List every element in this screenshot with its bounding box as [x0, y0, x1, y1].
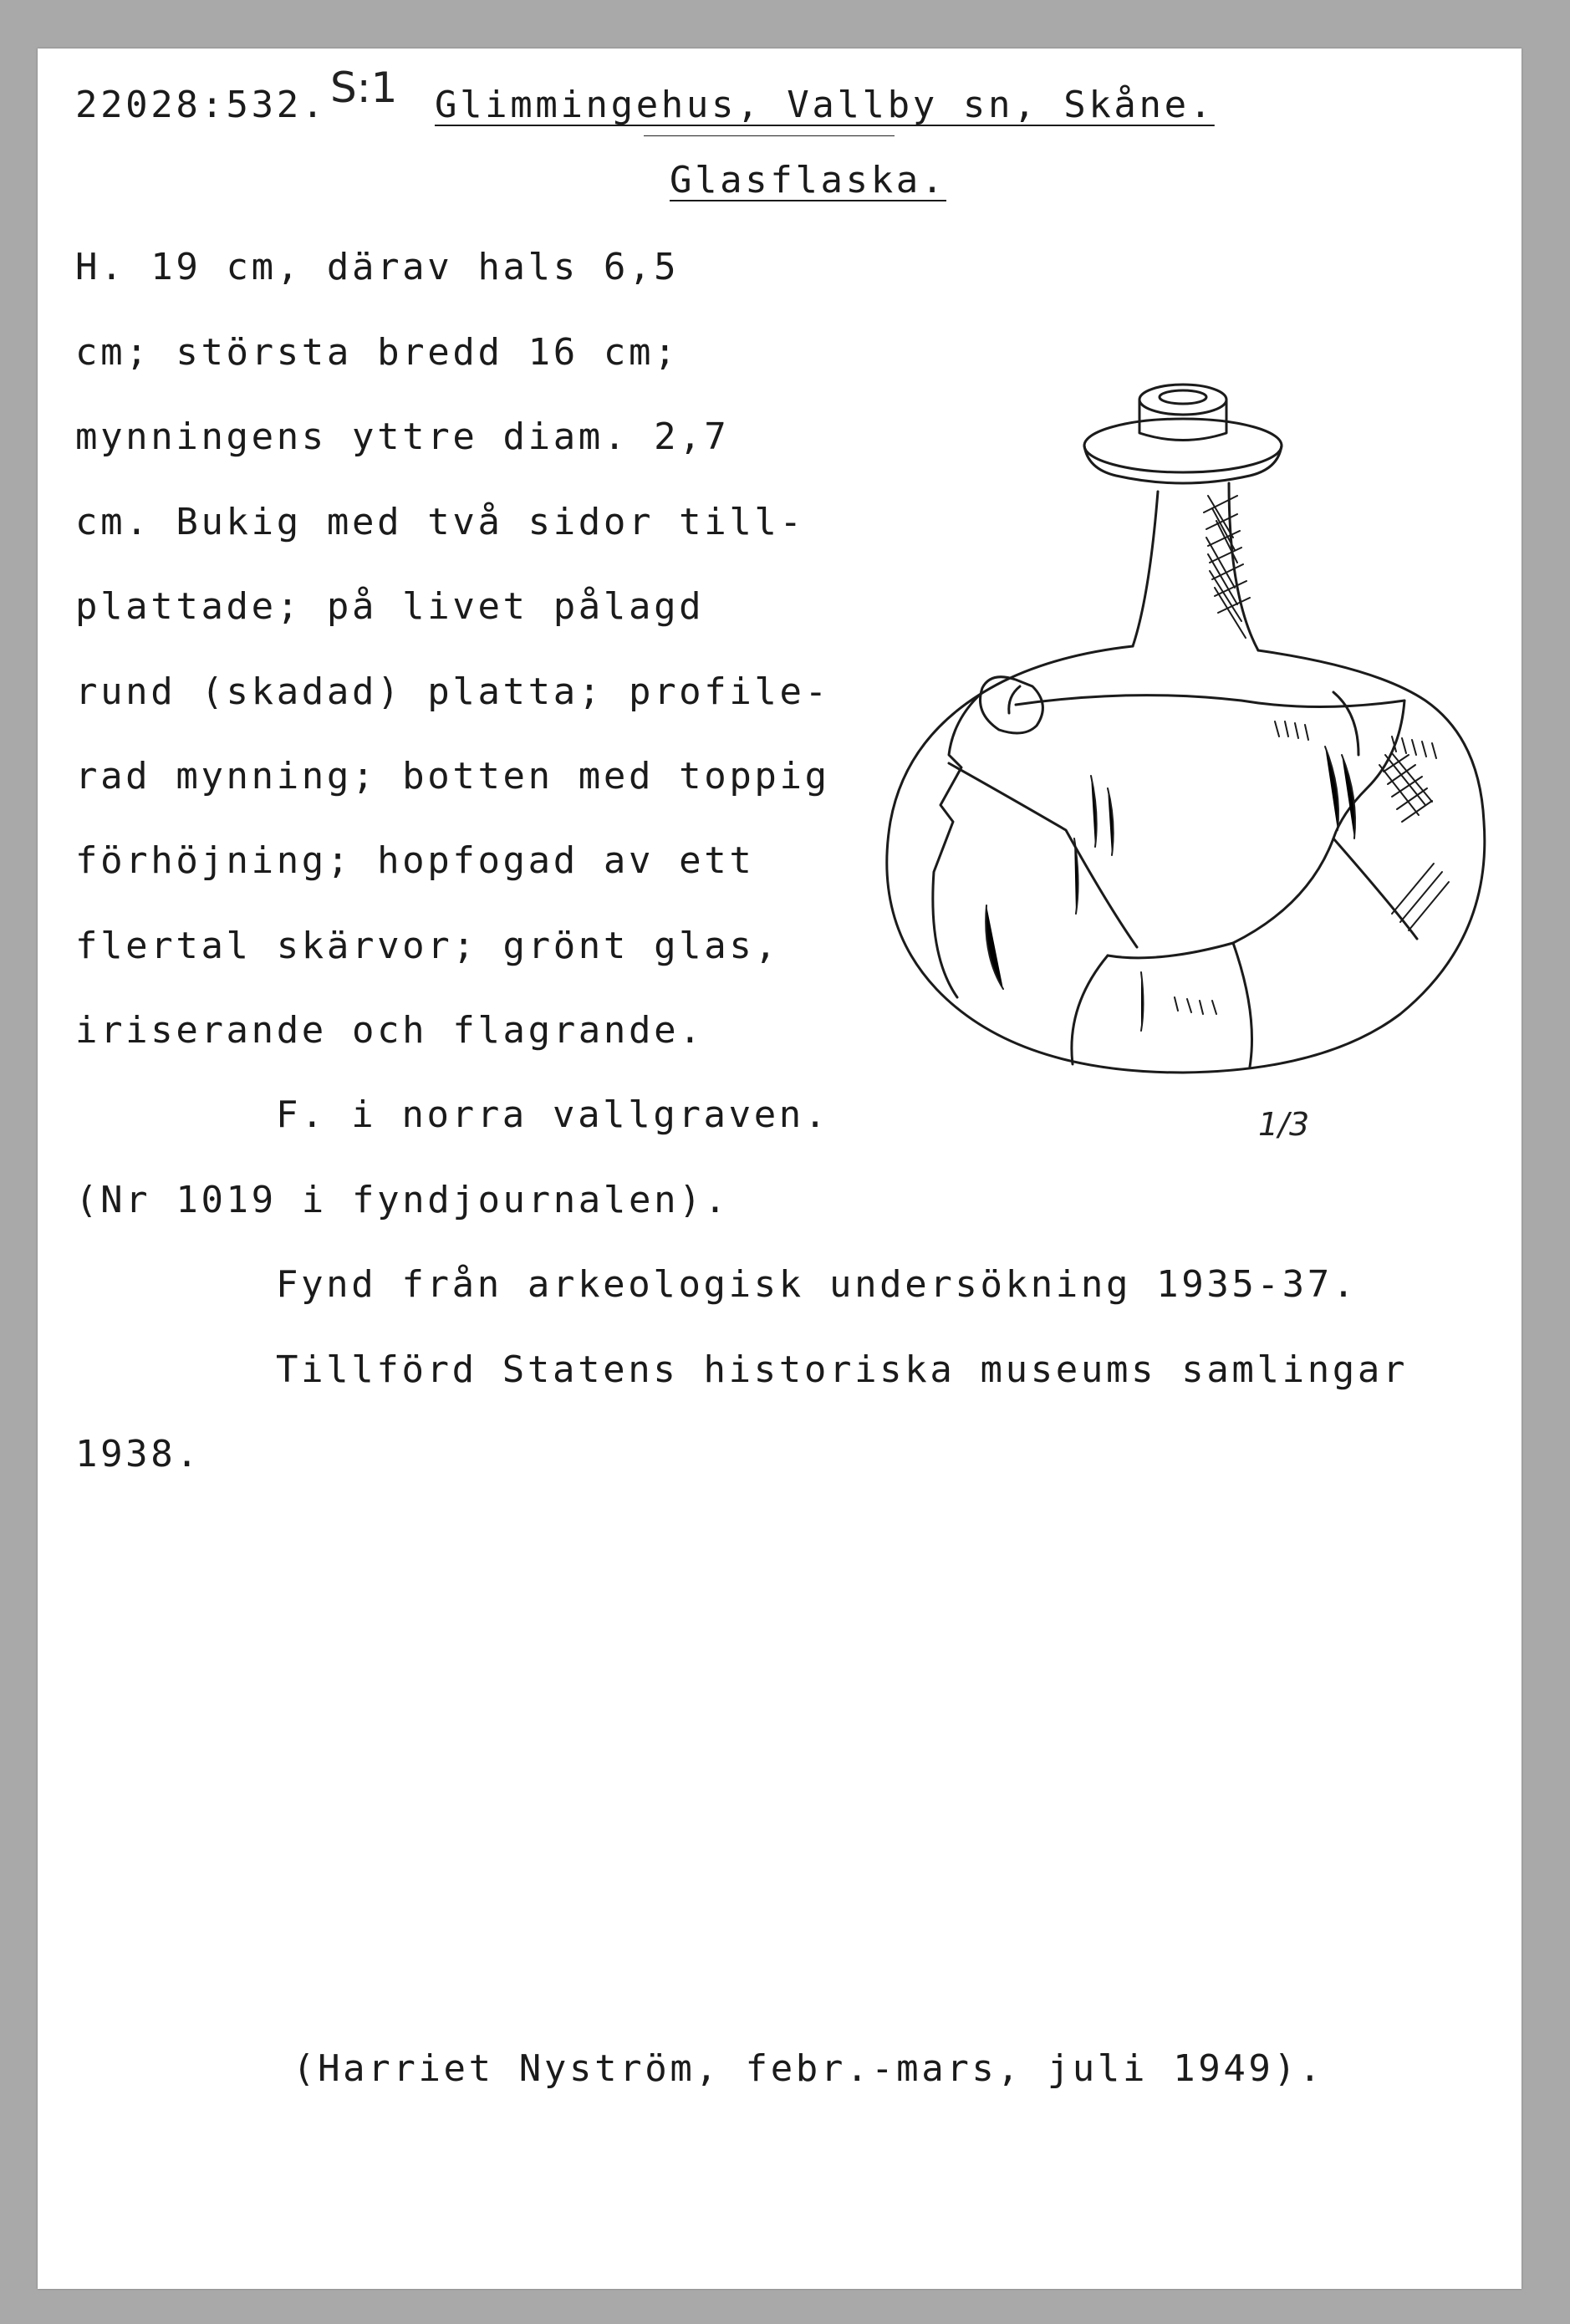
description-line: plattade; på livet pålagd	[75, 585, 705, 628]
catalog-number: 22028:532.	[75, 84, 327, 126]
description-line: rund (skadad) platta; profile-	[75, 670, 830, 713]
description-line: rad mynning; botten med toppig	[75, 755, 830, 798]
description-line: iriserande och flagrande.	[75, 1009, 705, 1052]
journal-reference: (Nr 1019 i fyndjournalen).	[75, 1179, 730, 1221]
author-credit: (Harriet Nyström, febr.-mars, juli 1949).	[293, 2047, 1324, 2090]
acquisition-note: Tillförd Statens historiska museums samlingar	[276, 1348, 1409, 1391]
description-line: mynningens yttre diam. 2,7	[75, 415, 730, 458]
excavation-note: Fynd från arkeologisk undersökning 1935-37.	[276, 1263, 1358, 1306]
description-line: H. 19 cm, därav hals 6,5	[75, 246, 680, 288]
description-line: cm. Bukig med två sidor till-	[75, 501, 805, 543]
acquisition-year: 1938.	[75, 1433, 201, 1475]
glass-bottle-drawing	[857, 320, 1542, 1282]
find-location: F. i norra vallgraven.	[276, 1093, 829, 1136]
catalog-card	[38, 48, 1522, 2289]
sub-number: S:1	[330, 64, 398, 112]
description-line: cm; största bredd 16 cm;	[75, 331, 680, 374]
underline-rule	[644, 135, 895, 136]
description-line: flertal skärvor; grönt glas,	[75, 925, 780, 967]
location-title: Glimmingehus, Vallby sn, Skåne.	[435, 84, 1215, 126]
object-type: Glasflaska.	[670, 159, 946, 201]
description-line: förhöjning; hopfogad av ett	[75, 839, 755, 882]
scale-label: 1/3	[1258, 1106, 1310, 1143]
